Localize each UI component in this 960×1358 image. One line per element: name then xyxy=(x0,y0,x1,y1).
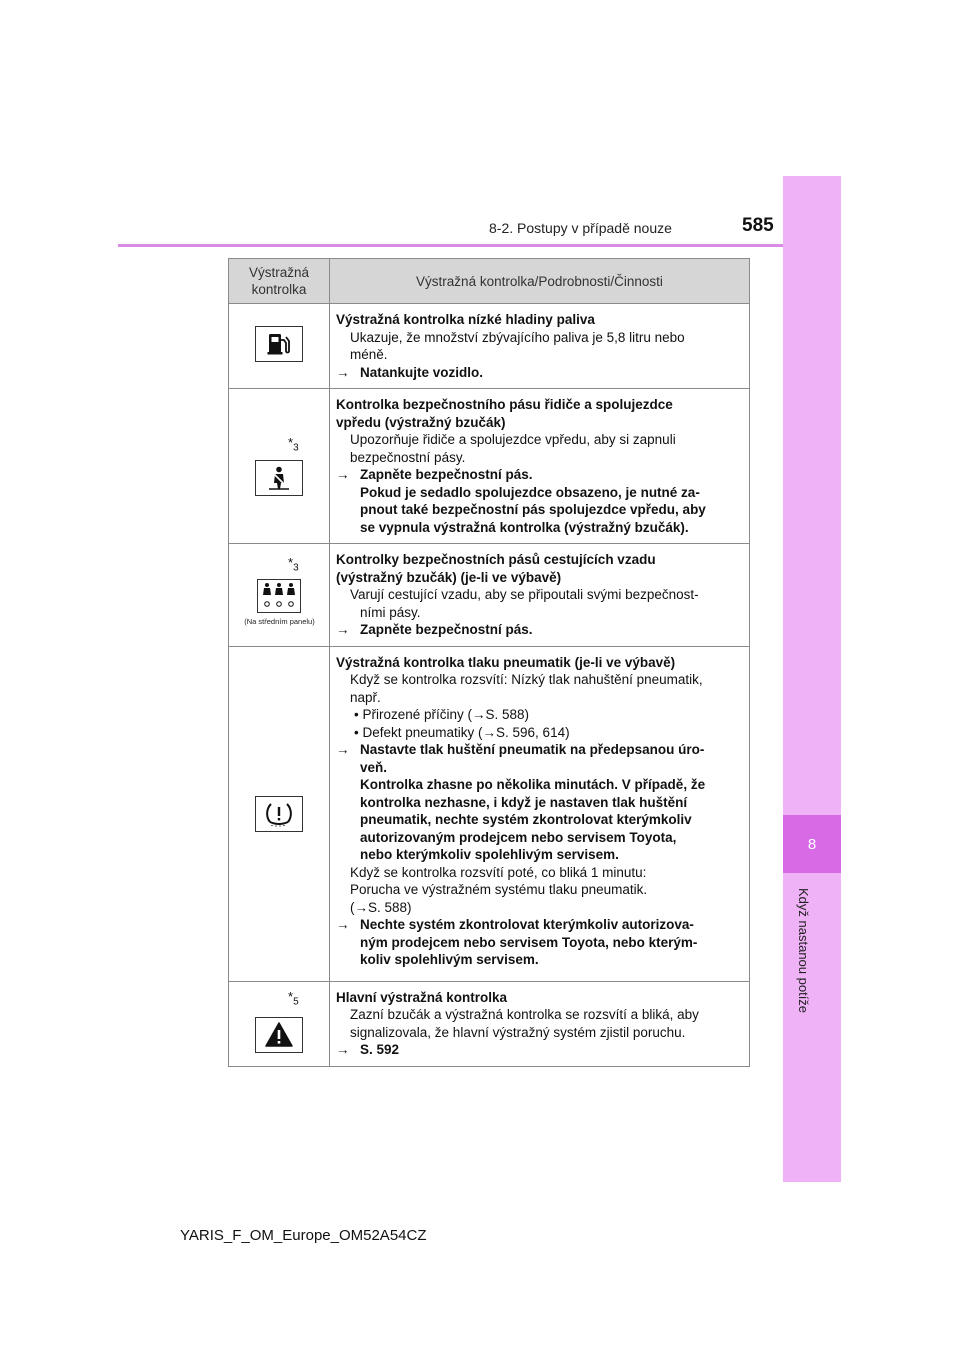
row-title: vpředu (výstražný bzučák) xyxy=(336,414,506,430)
icon-caption: (Na středním panelu) xyxy=(244,617,315,626)
row-text: Varují cestující vzadu, aby se připoutali svými bezpečnost- xyxy=(350,587,699,602)
fuel-pump-icon xyxy=(255,326,303,362)
page-number: 585 xyxy=(742,215,774,236)
table-row xyxy=(229,544,750,647)
row-title: Výstražná kontrolka nízké hladiny paliva xyxy=(336,312,595,327)
row-action-text: Zapněte bezpečnostní pás. xyxy=(360,622,533,637)
row-bold-text: koliv spolehlivým servisem. xyxy=(360,952,539,967)
row-title: Kontrolka bezpečnostního pásu řidiče a spolujezdce xyxy=(336,397,673,412)
row-action xyxy=(336,916,741,934)
seatbelt-icon xyxy=(255,460,303,496)
description-cell xyxy=(330,981,750,1066)
row-action-text: S. 592 xyxy=(360,1042,400,1057)
arrow-icon: → xyxy=(336,1042,350,1057)
row-text: signalizovala, že hlavní výstražný systém zjistil poruchu. xyxy=(350,1024,686,1040)
chapter-number: 8 xyxy=(783,815,841,873)
row-bold-text: pnout také bezpečnostní pás spolujezdce vpředu, aby xyxy=(360,502,706,517)
arrow-icon: → xyxy=(336,622,350,637)
tire-pressure-icon xyxy=(255,796,303,832)
footnote-mark: $*_3$ xyxy=(288,435,299,454)
row-text: Porucha ve výstražném systému tlaku pneumatik. xyxy=(350,882,648,897)
table-row xyxy=(229,646,750,981)
row-text: méně. xyxy=(350,347,388,362)
arrow-icon: → xyxy=(336,917,350,932)
row-text: ními pásy. xyxy=(360,604,421,620)
row-bold-text: kontrolka nezhasne, i když je nastaven tlak huštění xyxy=(360,794,688,810)
row-action xyxy=(336,466,741,484)
row-bold-text: Kontrolka zhasne po několika minutách. V případě, že xyxy=(360,777,706,792)
icon-cell xyxy=(229,304,330,389)
row-bold-text: autorizovaným prodejcem nebo servisem Toyota, xyxy=(360,829,677,845)
arrow-icon: → xyxy=(336,742,350,757)
master-warning-icon xyxy=(255,1017,303,1053)
row-text: Když se kontrolka rozsvítí poté, co bliká 1 minutu: xyxy=(350,864,647,880)
row-bullet: • Přirozené příčiny (→S. 588) xyxy=(354,707,530,722)
row-action xyxy=(336,741,741,759)
description-cell xyxy=(330,646,750,981)
row-bold-text: se vypnula výstražná kontrolka (výstražný bzučák). xyxy=(360,519,689,535)
row-title: Hlavní výstražná kontrolka xyxy=(336,989,508,1005)
arrow-icon: → xyxy=(336,467,350,482)
row-bold-text: pneumatik, nechte systém zkontrolovat kterýmkoliv xyxy=(360,812,692,827)
footnote-mark: $*_3$ xyxy=(288,555,299,574)
header-rule xyxy=(118,244,783,247)
row-action-text: Natankujte vozidlo. xyxy=(360,364,484,380)
arrow-icon: → xyxy=(336,364,350,380)
row-reference: (→S. 588) xyxy=(350,899,412,915)
table-header-row xyxy=(229,259,750,304)
row-bold-text: Pokud je sedadlo spolujezdce obsazeno, je nutné za- xyxy=(360,484,700,500)
row-text: Zazní bzučák a výstražná kontrolka se rozsvítí a bliká, aby xyxy=(350,1007,699,1022)
row-action xyxy=(336,364,741,382)
col-header-details: Výstražná kontrolka/Podrobnosti/Činnosti xyxy=(330,259,750,304)
row-title: Kontrolky bezpečnostních pásů cestujících vzadu xyxy=(336,552,656,567)
table-row xyxy=(229,304,750,389)
description-cell xyxy=(330,544,750,647)
row-action-text: Nechte systém zkontrolovat kterýmkoliv autorizova- xyxy=(360,917,694,932)
icon-cell xyxy=(229,389,330,544)
row-action-text: Zapněte bezpečnostní pás. xyxy=(360,467,533,482)
side-tab xyxy=(783,176,841,1182)
icon-cell xyxy=(229,544,330,647)
col-header-light xyxy=(229,259,330,304)
icon-cell xyxy=(229,646,330,981)
icon-cell xyxy=(229,981,330,1066)
col-header-light-line2: kontrolka xyxy=(251,282,307,297)
row-title: (výstražný bzučák) (je-li ve výbavě) xyxy=(336,569,562,585)
row-text: Upozorňuje řidiče a spolujezdce vpředu, aby si zapnuli xyxy=(350,432,676,447)
row-bullet: • Defekt pneumatiky (→S. 596, 614) xyxy=(354,724,570,740)
description-cell xyxy=(330,304,750,389)
row-bold-text: veň. xyxy=(360,759,388,775)
row-action xyxy=(336,1041,741,1059)
warning-lights-table xyxy=(228,258,750,1067)
chapter-label: Když nastanou potíže xyxy=(796,888,811,1014)
row-bold-text: nebo kterýmkoliv spolehlivým servisem. xyxy=(360,847,619,862)
footnote-mark: $*_5$ xyxy=(288,988,299,1008)
footer-doc-code: YARIS_F_OM_Europe_OM52A54CZ xyxy=(180,1227,427,1244)
rear-seatbelts-icon xyxy=(257,579,301,613)
description-cell xyxy=(330,389,750,544)
row-text: Když se kontrolka rozsvítí: Nízký tlak nahuštění pneumatik, xyxy=(350,672,703,687)
row-bold-text: ným prodejcem nebo servisem Toyota, nebo kterým- xyxy=(360,934,698,950)
row-title: Výstražná kontrolka tlaku pneumatik (je-li ve výbavě) xyxy=(336,654,676,670)
row-action-text: Nastavte tlak huštění pneumatik na předepsanou úro- xyxy=(360,742,705,757)
row-text: např. xyxy=(350,689,381,705)
row-action xyxy=(336,621,741,639)
row-text: bezpečnostní pásy. xyxy=(350,449,466,465)
table-row xyxy=(229,389,750,544)
col-header-light-line1: Výstražná xyxy=(248,265,310,280)
table-row xyxy=(229,981,750,1066)
row-text: Ukazuje, že množství zbývajícího paliva je 5,8 litru nebo xyxy=(350,329,685,345)
section-title: 8-2. Postupy v případě nouze xyxy=(489,220,672,236)
